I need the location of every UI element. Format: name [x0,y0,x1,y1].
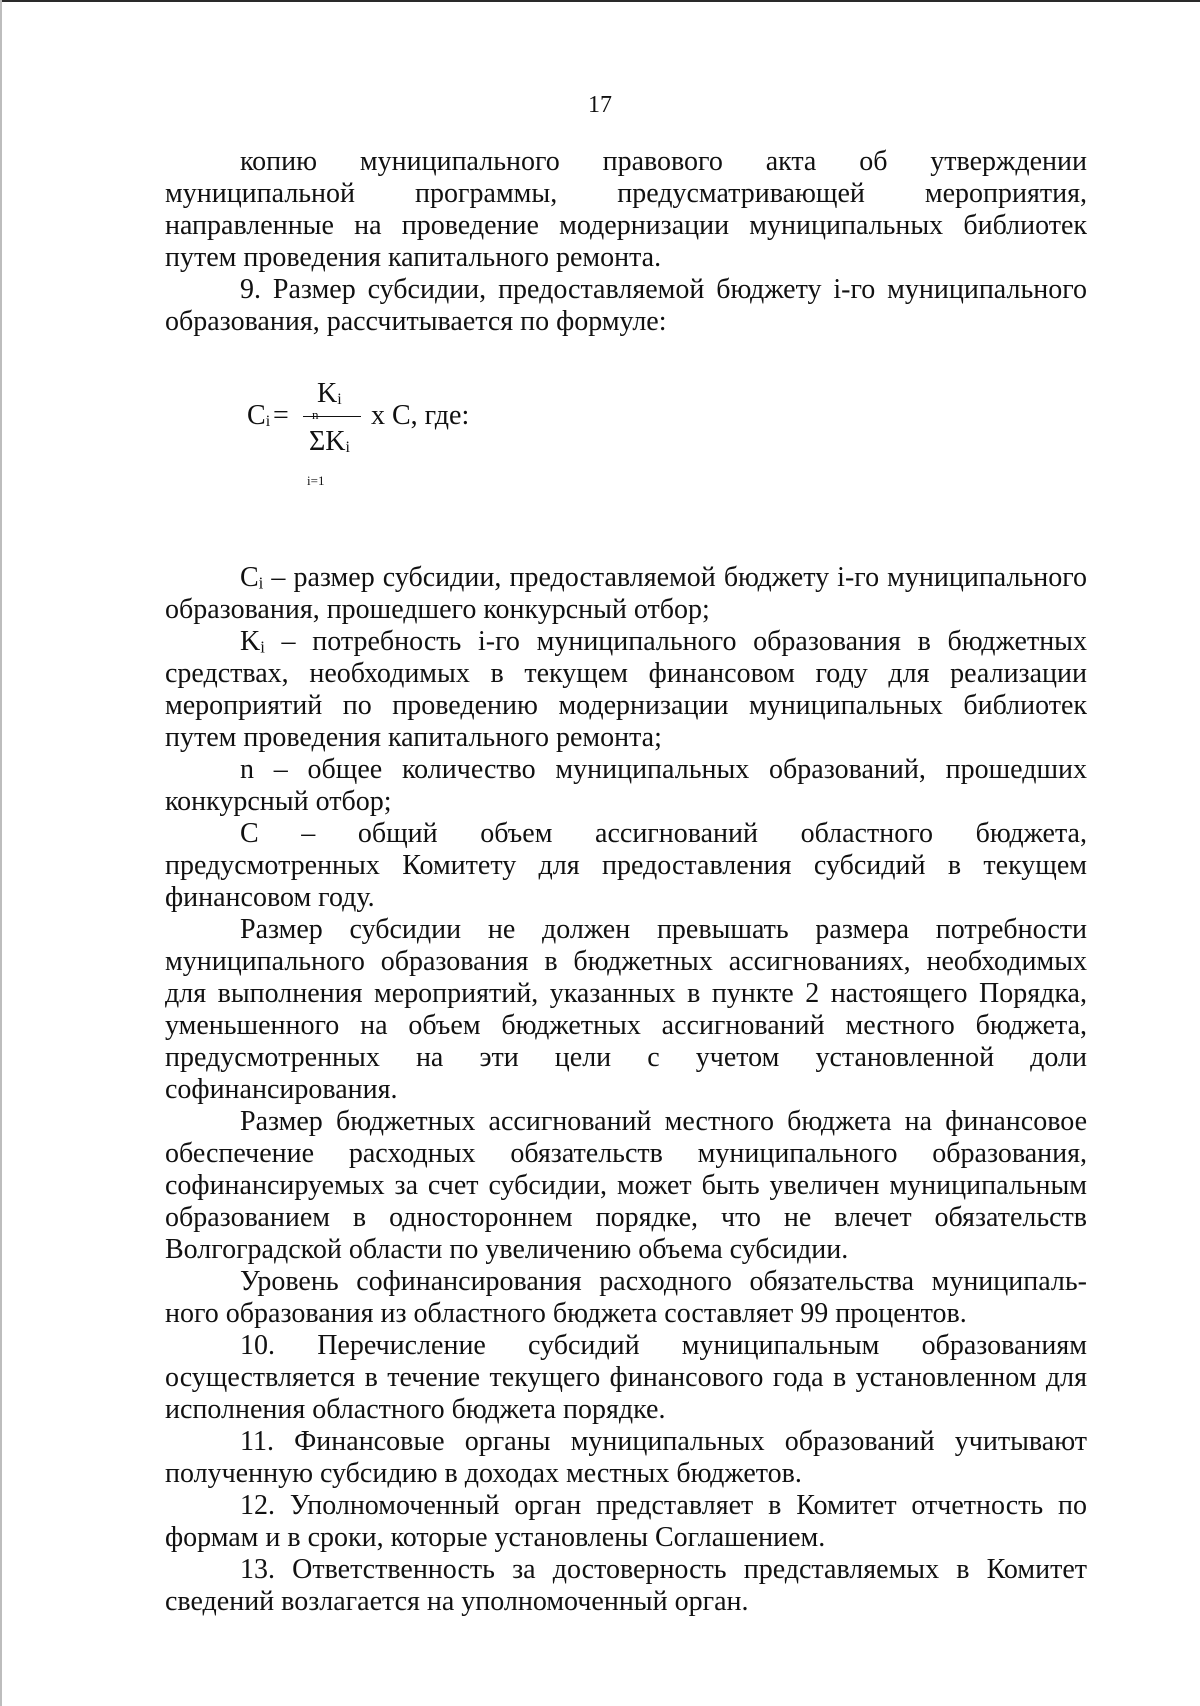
formula-denominator: $\Sigma K_i$ [309,426,350,457]
paragraph-local-budget: Размер бюджетных ассигнований местного бюджета на финансовое обеспечение расходных обязательств муниципального образования, софинансируемых за счет субсидии, может быть увеличен муниципальным образованием в одностороннем порядке, что не влечет обязательств Волгоградской области по увеличению объема субсидии. [165,1106,1087,1265]
definition-ki: Kᵢ – потребность i-го муниципального образования в бюджетных средствах, необходимых в текущем финансовом году для реализации мероприятий по проведению модернизации муниципальных библиотек путем проведения капитального ремонта; [165,626,1087,753]
formula-equals: = [273,400,289,431]
formula-sum-upper-limit: n [312,407,319,422]
paragraph-9-subsidy-size: 9. Размер субсидии, предоставляемой бюджету i-го муниципального образования, рассчитывается по формуле: [165,274,1087,337]
formula-numerator: $K_i$ [317,378,342,409]
definition-ci: Cᵢ – размер субсидии, предоставляемой бюджету i-го муниципального образования, прошедшего конкурсный отбор; [165,562,1087,625]
scan-top-edge [0,0,1200,2]
formula-sum-lower-limit: i=1 [307,473,325,488]
paragraph-subsidy-limit: Размер субсидии не должен превышать размера потребности муниципального образования в бюджетных ассигнованиях, необходимых для выполнения мероприятий, указанных в пункте 2 настоящего Порядка, уменьшенного на объем бюджетных ассигнований местного бюджета, предусмотренных на эти цели с учетом установленной доли софинансирования. [165,914,1087,1105]
paragraph-11-finance-bodies: 11. Финансовые органы муниципальных образований учитывают полученную субсидию в доходах местных бюджетов. [165,1426,1087,1489]
page-number: 17 [588,92,612,118]
paragraph-10-transfer: 10. Перечисление субсидий муниципальным образованиям осуществляется в течение текущего финансового года в установленном для исполнения областного бюджета порядке. [165,1330,1087,1425]
formula-lhs: $C_i$ [247,400,271,431]
formula-tail: x C, где: [371,400,470,431]
paragraph-12-reporting: 12. Уполномоченный орган представляет в Комитет отчетность по формам и в сроки, которые установлены Соглашением. [165,1490,1087,1553]
definition-n: n – общее количество муниципальных образований, прошедших конкурсный отбор; [165,754,1087,817]
paragraph-program-act: копию муниципального правового акта об утверждении муниципальной программы, предусматривающей мероприятия, направленные на проведение модернизации муниципальных библиотек путем проведения капитального ремонта. [165,146,1087,273]
paragraph-13-responsibility: 13. Ответственность за достоверность представляемых в Комитет сведений возлагается на уполномоченный орган. [165,1554,1087,1617]
definition-c: C – общий объем ассигнований областного бюджета, предусмотренных Комитету для предоставления субсидий в текущем финансовом году. [165,818,1087,913]
scan-left-edge [0,0,2,1706]
document-body [165,146,1087,1618]
paragraph-cofinancing-level: Уровень софинансирования расходного обязательства муниципального образования из областного бюджета составляет 99 процентов. [165,1266,1087,1329]
subsidy-formula [165,378,1087,514]
